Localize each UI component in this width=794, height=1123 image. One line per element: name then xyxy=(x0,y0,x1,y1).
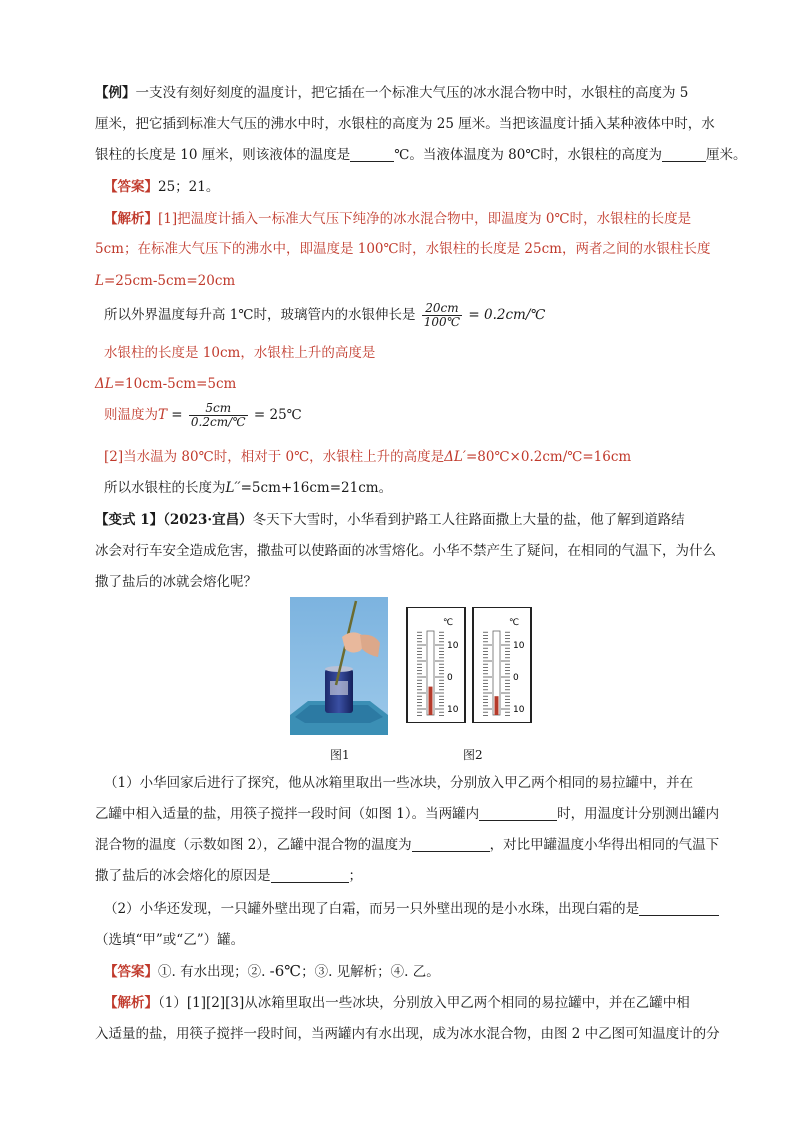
answer-1: 【答案】25；21。 xyxy=(104,179,220,195)
answer-blank-2[interactable] xyxy=(662,147,706,162)
figure-2-thermometers xyxy=(405,607,535,723)
question-2-line-2: （选填“甲”或“乙”）罐。 xyxy=(95,932,245,948)
thermometer-jia-mercury xyxy=(429,687,433,715)
example-line-2: 厘米，把它插到标准大气压的沸水中时，水银柱的高度为 25 厘米。当把该温度计插入某种液体中时，水 xyxy=(95,116,715,132)
answer-blank-4[interactable] xyxy=(412,837,490,852)
question-1-line-3: 混合物的温度（示数如图 2），乙罐中混合物的温度为 ，对比甲罐温度小华得出相同的气温下 xyxy=(95,837,720,853)
example-line-3: 银柱的长度是 10 厘米，则该液体的温度是 ℃。当液体温度为 80℃时，水银柱的高度为 厘米。 xyxy=(95,147,747,163)
analysis-tag: 【解析】 xyxy=(104,211,158,227)
thermometer-jia-unit-label: ℃ xyxy=(443,618,454,628)
analysis-1-line-4: 所以外界温度每升高 1℃时，玻璃管内的水银伸长是 $\frac{20cm}{100℃}$ = 0.2cm/℃ xyxy=(104,301,546,329)
answer-2: 【答案】①. 有水出现；②. -6℃；③. 见解析；④. 乙。 xyxy=(104,962,440,980)
fraction-5cm-0.2: $\frac{5cm}{0.2cm/℃}$ xyxy=(190,401,246,429)
thermometer-yi-mercury xyxy=(495,696,499,715)
analysis-1-line-2: 5cm；在标准大气压下的沸水中，即温度是 100℃时，水银柱的长度是 25cm，两者之间的水银柱长度 xyxy=(95,241,711,257)
analysis-tag-2: 【解析】 xyxy=(104,995,158,1011)
figure-1-photo xyxy=(290,597,388,735)
variant-tag: 【变式 1】 xyxy=(95,512,164,528)
analysis-1-line-6: ΔL=10cm-5cm=5cm xyxy=(95,376,237,392)
figure-2-label: 图2 xyxy=(463,748,483,762)
analysis-1-line-5: 水银柱的长度是 10cm，水银柱上升的高度是 xyxy=(104,345,376,361)
thermometer-yi-tick-label: 10 xyxy=(513,705,525,715)
analysis-1-line-8: [2]当水温为 80℃时，相对于 0℃，水银柱上升的高度是ΔL′=80℃×0.2cm/℃=16cm xyxy=(104,449,632,465)
answer-tag: 【答案】 xyxy=(104,179,158,195)
question-1-line-2: 乙罐中相入适量的盐，用筷子搅拌一段时间（如图 1）。当两罐内 时，用温度计分别测出罐内 xyxy=(95,806,720,822)
analysis-2-line-1: 【解析】（1）[1][2][3]从冰箱里取出一些冰块，分别放入甲乙两个相同的易拉罐中，并在乙罐中相 xyxy=(104,995,690,1011)
thermometer-yi-unit-label: ℃ xyxy=(509,618,520,628)
example-tag: 【例】 xyxy=(95,85,136,101)
answer-blank-6[interactable] xyxy=(639,901,719,916)
fraction-20cm-100c: $\frac{20cm}{100℃}$ xyxy=(423,301,461,329)
answer-blank-3[interactable] xyxy=(479,806,557,821)
thermometer-jia-tick-label: 10 xyxy=(447,705,459,715)
thermometer-jia xyxy=(407,607,465,723)
variant-1-line-2: 冰会对行车安全造成危害，撒盐可以使路面的冰雪熔化。小华不禁产生了疑问，在相同的气温下，为什么 xyxy=(95,543,716,559)
variant-1-line-1: 【变式 1】（2023·宜昌）冬天下大雪时，小华看到护路工人往路面撒上大量的盐，他了解到道路结 xyxy=(95,512,685,528)
question-1-line-1: （1）小华回家后进行了探究，他从冰箱里取出一些冰块，分别放入甲乙两个相同的易拉罐中，并在 xyxy=(104,775,694,791)
thermometer-jia-tick-label: 10 xyxy=(447,641,459,651)
thermometer-yi xyxy=(473,607,531,723)
analysis-1-line-7: 则温度为T = $\frac{5cm}{0.2cm/℃}$ = 25℃ xyxy=(104,401,302,429)
answer-blank-1[interactable] xyxy=(350,147,394,162)
thermometer-yi-tick-label: 10 xyxy=(513,641,525,651)
example-line-1: 【例】一支没有刻好刻度的温度计，把它插在一个标准大气压的冰水混合物中时，水银柱的高度为 5 xyxy=(95,85,689,101)
answer-blank-5[interactable] xyxy=(271,868,349,883)
question-1-line-4: 撒了盐后的冰会熔化的原因是 ； xyxy=(95,868,362,884)
thermometer-jia-tick-label: 0 xyxy=(447,673,453,683)
analysis-1-line-1: 【解析】[1]把温度计插入一标准大气压下纯净的冰水混合物中，即温度为 0℃时，水银柱的长度是 xyxy=(104,211,692,227)
question-2-line-1: （2）小华还发现，一只罐外壁出现了白霜，而另一只外壁出现的是小水珠，出现白霜的是 xyxy=(104,900,734,918)
figure-1-label: 图1 xyxy=(330,748,350,762)
analysis-1-line-9: 所以水银柱的长度为L′′=5cm+16cm=21cm。 xyxy=(104,480,393,496)
analysis-2-line-2: 入适量的盐，用筷子搅拌一段时间，当两罐内有水出现，成为冰水混合物，由图 2 中乙图可知温度计的分 xyxy=(95,1026,720,1042)
variant-1-line-3: 撒了盐后的冰就会熔化呢？ xyxy=(95,574,257,590)
thermometer-yi-tick-label: 0 xyxy=(513,673,519,683)
analysis-1-line-3: L=25cm-5cm=20cm xyxy=(95,273,236,289)
answer-tag-2: 【答案】 xyxy=(104,964,158,980)
